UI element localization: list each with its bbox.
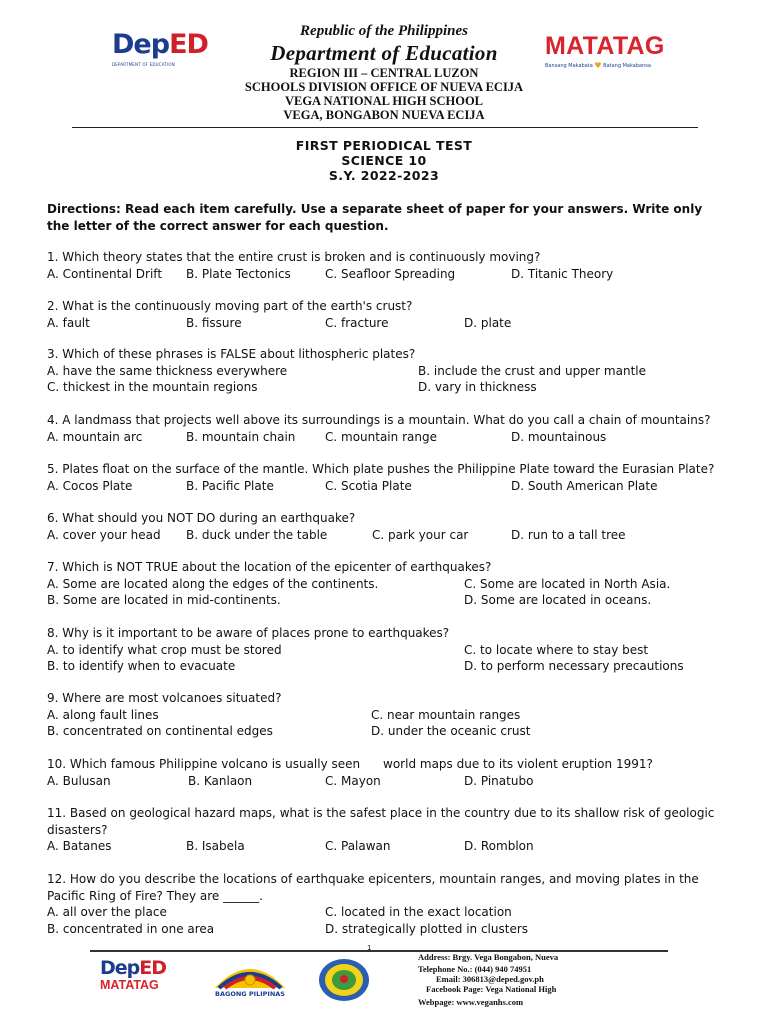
question-stem: 6. What should you NOT DO during an earthquake? bbox=[47, 511, 356, 525]
option-b: B. duck under the table bbox=[186, 527, 328, 542]
question-7 bbox=[47, 559, 727, 609]
question-2 bbox=[47, 298, 727, 331]
option-d: D. plate bbox=[464, 315, 512, 330]
option-d: D. to perform necessary precautions bbox=[464, 659, 684, 673]
question-stem: 8. Why is it important to be aware of places prone to earthquakes? bbox=[47, 626, 450, 640]
question-12 bbox=[47, 871, 727, 937]
option-d: D. South American Plate bbox=[511, 478, 658, 493]
department-line: Department of Education bbox=[270, 41, 498, 65]
option-a: A. all over the place bbox=[47, 905, 167, 919]
option-b: B. Plate Tectonics bbox=[186, 266, 291, 281]
bagong-pilipinas-label: BAGONG PILIPINAS bbox=[215, 990, 285, 998]
option-d: D. Titanic Theory bbox=[511, 266, 614, 281]
question-3 bbox=[47, 346, 727, 396]
address-line: VEGA, BONGABON NUEVA ECIJA bbox=[283, 108, 485, 122]
question-10 bbox=[47, 756, 727, 789]
option-b: B. Isabela bbox=[186, 839, 245, 853]
option-a: A. Batanes bbox=[47, 839, 112, 853]
title-line-2: SCIENCE 10 bbox=[341, 153, 427, 168]
region-line: REGION III – CENTRAL LUZON bbox=[289, 66, 479, 80]
school-line: VEGA NATIONAL HIGH SCHOOL bbox=[284, 94, 484, 108]
header-divider bbox=[72, 127, 698, 128]
option-a: A. Continental Drift bbox=[47, 266, 163, 281]
question-stem: 9. Where are most volcanoes situated? bbox=[47, 691, 282, 705]
test-title bbox=[0, 138, 768, 183]
option-b: B. Kanlaon bbox=[188, 773, 253, 788]
title-line-1: FIRST PERIODICAL TEST bbox=[295, 138, 473, 153]
option-c: C. Seafloor Spreading bbox=[325, 266, 456, 281]
question-stem: 7. Which is NOT TRUE about the location of the epicenter of earthquakes? bbox=[47, 560, 492, 574]
footer-contact-info bbox=[418, 952, 558, 1007]
question-stem: 3. Which of these phrases is FALSE about lithospheric plates? bbox=[47, 347, 416, 361]
question-9 bbox=[47, 690, 727, 740]
option-a: A. along fault lines bbox=[47, 707, 159, 722]
option-b: B. concentrated on continental edges bbox=[47, 724, 273, 738]
title-line-3: S.Y. 2022-2023 bbox=[328, 168, 440, 183]
question-stem: 1. Which theory states that the entire crust is broken and is continuously moving? bbox=[47, 250, 541, 264]
option-d: D. Some are located in oceans. bbox=[464, 593, 652, 607]
option-b: B. to identify when to evacuate bbox=[47, 659, 236, 673]
footer-facebook: Facebook Page: Vega National High bbox=[426, 984, 557, 994]
question-stem: 2. What is the continuously moving part of the earth's crust? bbox=[47, 299, 413, 313]
option-d: D. run to a tall tree bbox=[511, 527, 626, 542]
option-d: D. Pinatubo bbox=[464, 773, 534, 788]
heart-icon: ♥ bbox=[594, 61, 602, 70]
question-5 bbox=[47, 461, 727, 494]
option-c: C. located in the exact location bbox=[325, 905, 512, 919]
option-a: A. Bulusan bbox=[47, 773, 111, 788]
option-c: C. fracture bbox=[325, 315, 389, 330]
footer-email: Email: 306813@deped.gov.ph bbox=[436, 974, 544, 984]
option-c: C. to locate where to stay best bbox=[464, 642, 649, 657]
option-a: A. Some are located along the edges of the continents. bbox=[47, 576, 379, 591]
option-b: B. mountain chain bbox=[186, 429, 296, 444]
option-c: C. Some are located in North Asia. bbox=[464, 576, 671, 591]
footer-telephone: Telephone No.: (044) 940 74951 bbox=[418, 964, 532, 974]
option-b: B. Some are located in mid-continents. bbox=[47, 593, 281, 607]
option-d: D. strategically plotted in clusters bbox=[325, 921, 529, 936]
question-stem: 5. Plates float on the surface of the mantle. Which plate pushes the Philippine Plate toward the Eurasian Plate? bbox=[47, 462, 715, 476]
question-stem: 10. Which famous Philippine volcano is usually seen world maps due to its violent eruption 1991? bbox=[47, 757, 653, 771]
option-c: C. mountain range bbox=[325, 429, 437, 444]
matatag-logo: MATATAG Bansang Makabata ♥ Batang Makabansa bbox=[545, 32, 665, 70]
option-d: D. vary in thickness bbox=[418, 380, 537, 394]
question-stem: 11. Based on geological hazard maps, what is the safest place in the country due to its shallow risk of geologic disasters? bbox=[47, 806, 715, 837]
page-number: 1 bbox=[367, 944, 372, 952]
question-stem: 4. A landmass that projects well above its surroundings is a mountain. What do you call a chain of mountains? bbox=[47, 413, 711, 427]
footer-webpage: Webpage: www.veganhs.com bbox=[418, 997, 524, 1007]
option-c: C. thickest in the mountain regions bbox=[47, 380, 258, 394]
question-6 bbox=[47, 510, 727, 543]
option-a: A. fault bbox=[47, 315, 90, 330]
question-8 bbox=[47, 625, 727, 675]
option-a: A. to identify what crop must be stored bbox=[47, 642, 282, 657]
option-d: D. Romblon bbox=[464, 839, 534, 853]
option-b: B. include the crust and upper mantle bbox=[418, 363, 646, 378]
republic-line: Republic of the Philippines bbox=[300, 23, 468, 39]
footer-address: Address: Brgy. Vega Bongabon, Nueva bbox=[418, 952, 559, 962]
division-line: SCHOOLS DIVISION OFFICE OF NUEVA ECIJA bbox=[244, 80, 524, 94]
question-stem: 12. How do you describe the locations of earthquake epicenters, mountain ranges, and moving plates in the Pacific Ring of Fire? They are ______. bbox=[47, 872, 699, 903]
option-a: A. Cocos Plate bbox=[47, 478, 133, 493]
option-c: C. Mayon bbox=[325, 773, 381, 788]
option-a: A. cover your head bbox=[47, 527, 161, 542]
option-c: C. Scotia Plate bbox=[325, 478, 412, 493]
question-11 bbox=[47, 805, 727, 855]
option-b: B. concentrated in one area bbox=[47, 921, 215, 936]
option-a: A. have the same thickness everywhere bbox=[47, 363, 288, 378]
option-a: A. mountain arc bbox=[47, 429, 143, 444]
school-seal bbox=[317, 958, 371, 1002]
footer-deped-matatag-logo: DepED MATATAG bbox=[100, 957, 167, 992]
directions-text: Directions: Read each item carefully. Use a separate sheet of paper for your answers. Write only the letter of the correct answer for each question. bbox=[47, 202, 703, 233]
question-4 bbox=[47, 412, 727, 445]
directions bbox=[47, 201, 727, 234]
option-b: B. Pacific Plate bbox=[186, 478, 274, 493]
option-c: C. park your car bbox=[372, 527, 469, 542]
option-b: B. fissure bbox=[186, 315, 242, 330]
option-d: D. mountainous bbox=[511, 429, 607, 444]
matatag-tagline-right: Batang Makabansa bbox=[603, 63, 651, 69]
deped-logo: DepED DEPARTMENT OF EDUCATION bbox=[112, 29, 208, 67]
question-1 bbox=[47, 249, 727, 282]
option-c: C. near mountain ranges bbox=[371, 707, 521, 722]
deped-logo-caption: DEPARTMENT OF EDUCATION bbox=[112, 62, 175, 67]
matatag-tagline-left: Bansang Makabata bbox=[545, 63, 593, 69]
option-c: C. Palawan bbox=[325, 839, 391, 853]
footer-divider bbox=[90, 950, 668, 952]
letterhead bbox=[0, 0, 768, 130]
option-d: D. under the oceanic crust bbox=[371, 724, 531, 738]
